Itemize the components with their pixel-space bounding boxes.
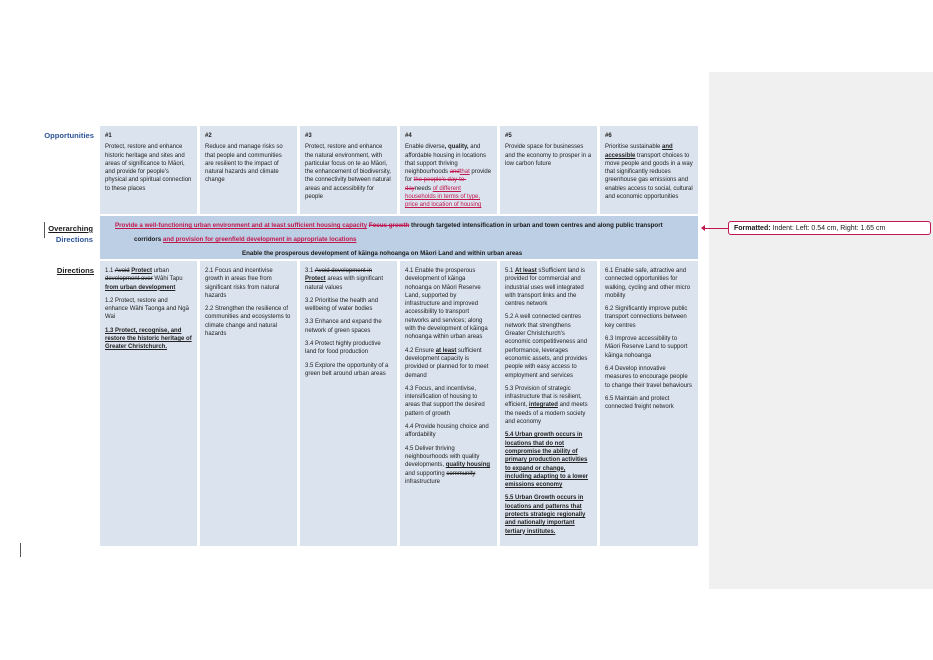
opportunity-number: #1 — [105, 133, 112, 139]
direction-3-4: 3.4 Protect highly productive land for food production — [305, 341, 381, 356]
opportunities-label: Opportunities — [44, 131, 94, 140]
direction-5-5: 5.5 Urban Growth occurs in locations and patterns that protects strategic regionally and nationally important tertiary institutes. — [505, 495, 586, 535]
overarching-line-3: Enable the prosperous development of kāinga nohoanga on Māori Land and within urban areas — [242, 250, 523, 257]
direction-3-1: 3.1 Avoid development in Protect areas with significant natural values — [305, 268, 384, 291]
directions-column-5 — [500, 261, 597, 546]
opportunity-number: #6 — [605, 133, 612, 139]
directions-column-6 — [600, 261, 698, 546]
direction-4-5: 4.5 Deliver thriving neighbourhoods with quality developments, quality housing and supporting community infrastructure — [405, 445, 491, 485]
directions-label: Directions — [56, 266, 94, 275]
direction-1-1: 1.1 Avoid Protect urban development over Wāhi Tapu from urban development — [105, 268, 183, 291]
direction-5-4: 5.4 Urban growth occurs in locations that do not compromise the ability of primary production activities to expand or change, including adapting to a lower emissions economy — [505, 432, 589, 489]
direction-3-5: 3.5 Explore the opportunity of a green belt around urban areas — [305, 362, 389, 377]
formatting-comment[interactable] — [728, 221, 931, 235]
comment-arrow-icon — [701, 225, 705, 231]
opportunity-card-3 — [300, 126, 397, 214]
opportunity-text: Protect, restore and enhance historic heritage and sites and areas of significance to Māori, and provide for people's physical and spiritual connection to these places — [105, 144, 192, 192]
markup-pane — [709, 72, 933, 589]
overarching-line-2: corridors and provision for greenfield development in appropriate locations — [134, 236, 357, 243]
direction-6-3: 6.3 Improve accessibility to Māori Reserve Land to support kāinga nohoanga — [605, 336, 688, 359]
comment-connector — [704, 228, 728, 229]
overarching-label: Overarching — [48, 224, 93, 233]
change-bar — [20, 543, 21, 557]
opportunity-text: Protect, restore and enhance the natural environment, with particular focus on te ao Māori, the enhancement of biodiversity, the connectivity between natural areas and accessibility for people — [305, 144, 391, 201]
direction-1-2: 1.2 Protect, restore and enhance Wāhi Taonga and Ngā Wai — [105, 297, 189, 321]
directions-column-2 — [200, 261, 297, 546]
direction-6-1: 6.1 Enable safe, attractive and connected opportunities for walking, cycling and other micro mobility — [605, 268, 691, 299]
opportunity-card-4 — [400, 126, 497, 214]
opportunity-card-6 — [600, 126, 698, 214]
direction-4-3: 4.3 Focus, and incentivise, intensification of housing to areas that support the desired pattern of growth — [405, 385, 485, 417]
opportunity-number: #5 — [505, 133, 512, 139]
directions-column-1 — [100, 261, 197, 546]
direction-6-2: 6.2 Significantly improve public transport connections between key centres — [605, 306, 688, 329]
direction-1-3: 1.3 Protect, recognise, and restore the historic heritage of Greater Christchurch. — [105, 327, 192, 351]
direction-5-3: 5.3 Provision of strategic infrastructure that is resilient, efficient, integrated and meets the needs of a modern society and economy — [505, 385, 588, 426]
comment-text: Indent: Left: 0.54 cm, Right: 1.65 cm — [770, 225, 886, 232]
direction-6-5: 6.5 Maintain and protect connected freight network — [605, 395, 674, 411]
opportunity-number: #3 — [305, 133, 312, 139]
direction-4-2: 4.2 Ensure at least sufficient development capacity is provided or planned for to meet demand — [405, 347, 489, 379]
directions-column-3 — [300, 261, 397, 546]
opportunity-card-1 — [100, 126, 197, 214]
direction-3-3: 3.3 Enhance and expand the network of green spaces — [305, 319, 382, 334]
directions-column-4 — [400, 261, 497, 546]
opportunity-card-2 — [200, 126, 297, 214]
comment-label: Formatted: — [734, 225, 771, 232]
direction-3-2: 3.2 Prioritise the health and wellbeing of water bodies — [305, 297, 379, 313]
direction-5-1: 5.1 At least sSufficient land is provided for commercial and industrial uses well integrated with transport links and the centres network — [505, 268, 585, 308]
direction-4-4: 4.4 Provide housing choice and affordability — [405, 424, 489, 439]
opportunity-number: #2 — [205, 133, 212, 139]
opportunity-text: Provide space for businesses and the economy to prosper in a low carbon future — [505, 144, 592, 167]
overarching-line-1: Provide a well-functioning urban environment and at least sufficient housing capacity Focus growth through targeted intensification in urban and town centres and along public transport — [115, 222, 663, 229]
direction-6-4: 6.4 Develop innovative measures to encourage people to change their travel behaviours — [605, 365, 693, 389]
direction-4-1: 4.1 Enable the prosperous development of kāinga nohoanga on Māori Reserve Land, supported by infrastructure and improved accessibility to transport networks and services; along with the development of kāinga nohoanga within urban areas — [405, 268, 488, 341]
overarching-directions-label: Directions — [55, 235, 93, 244]
opportunity-card-5 — [500, 126, 597, 214]
opportunity-text: Prioritise sustainable and accessible transport choices to move people and goods in a way that significantly reduces greenhouse gas emissions and enables access to social, cultural and economic opportunities — [605, 144, 693, 201]
direction-2-2: 2.2 Strengthen the resilience of communities and ecosystems to climate change and natural hazards — [205, 306, 291, 338]
opportunity-text: Reduce and manage risks so that people and communities are resilient to the impact of natural hazards and climate change — [205, 144, 283, 184]
opportunity-number: #4 — [405, 133, 412, 139]
direction-5-2: 5.2 A well connected centres network that strengthens Greater Christchurch's economic competitiveness and performance, leverages economic assets, and provides people with easy access to employment and services — [505, 314, 588, 379]
direction-2-1: 2.1 Focus and incentivise growth in areas free from significant risks from natural hazards — [205, 268, 280, 299]
opportunity-text: Enable diverse, quality, and affordable housing in locations that support thriving neighbourhoods andthat provide for the people's day-to-dayneeds of different households in terms of type, price and location of housing — [405, 144, 492, 209]
